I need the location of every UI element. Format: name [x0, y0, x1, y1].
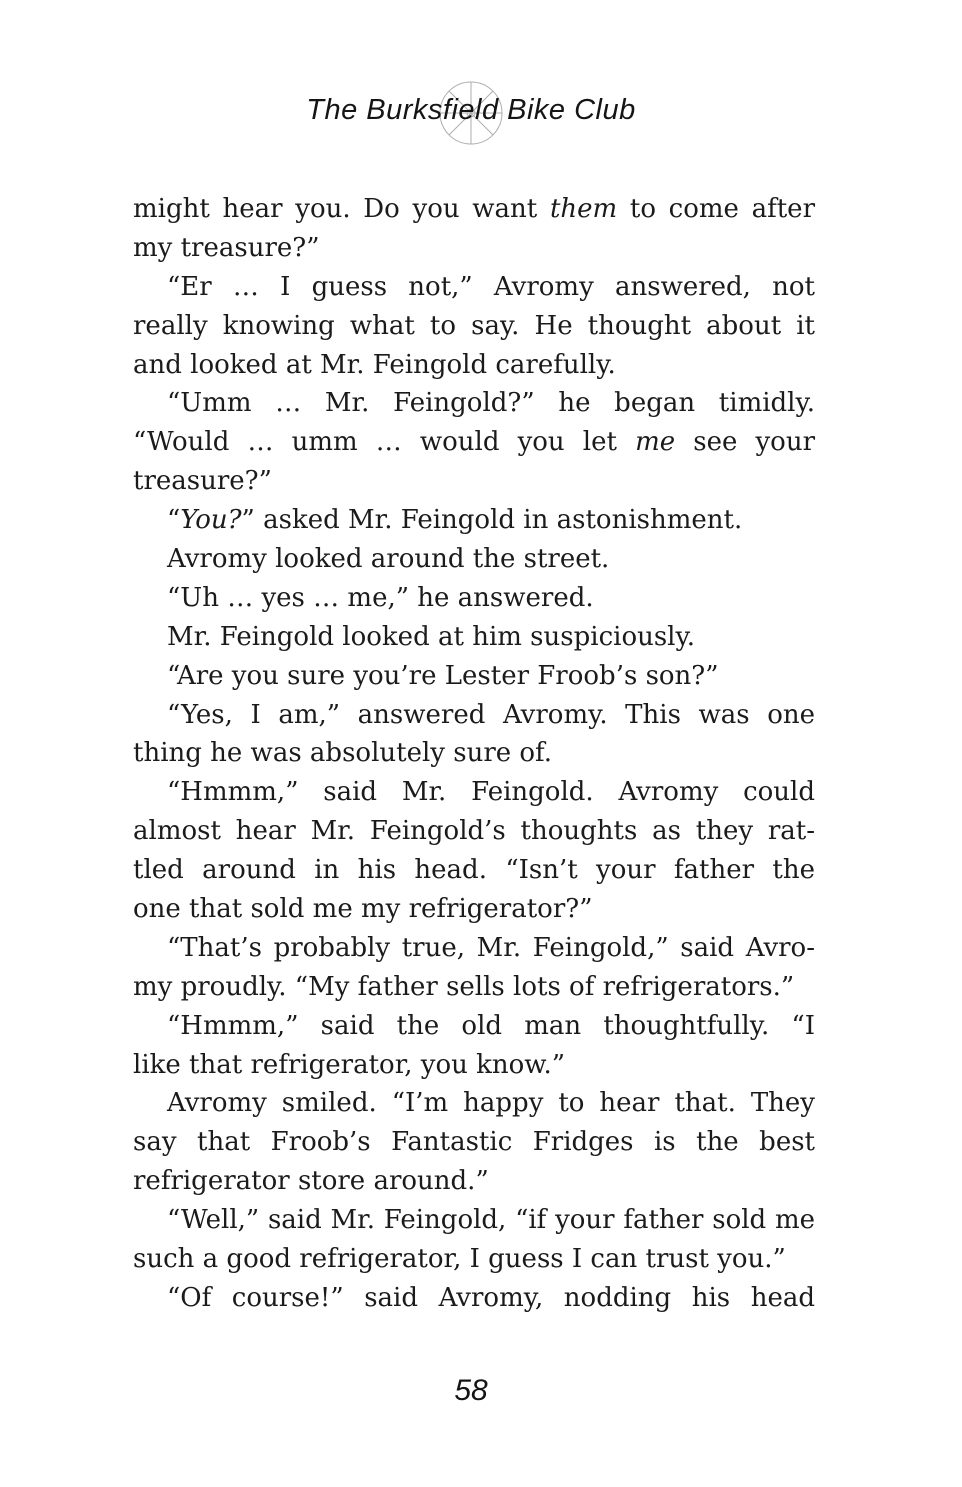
- text-line: refrigerator store around.”: [133, 1166, 489, 1197]
- text-line: “Would … umm … would you let me see your: [133, 427, 815, 458]
- text-line: “Well,” said Mr. Feingold, “if your father sold me: [167, 1205, 815, 1236]
- text-line: thing he was absolutely sure of.: [133, 738, 553, 769]
- text-line: “Yes, I am,” answered Avromy. This was one: [167, 699, 815, 730]
- text-line: my treasure?”: [133, 232, 320, 263]
- text-line: “That’s probably true, Mr. Feingold,” said Avro-: [167, 932, 815, 963]
- text-line: “Hmmm,” said the old man thoughtfully. “I: [167, 1010, 815, 1041]
- page-number: 58: [454, 1374, 488, 1407]
- body-text: [133, 190, 815, 1318]
- text-line: Avromy looked around the street.: [167, 544, 610, 575]
- text-line: tled around in his head. “Isn’t your father the: [133, 855, 815, 886]
- text-line: and looked at Mr. Feingold carefully.: [133, 349, 616, 380]
- running-header-title: The Burksfield Bike Club: [306, 94, 636, 126]
- text-line: “Er … I guess not,” Avromy answered, not: [167, 271, 815, 302]
- text-line: “Are you sure you’re Lester Froob’s son?”: [167, 660, 719, 691]
- text-line: “Of course!” said Avromy, nodding his head: [167, 1282, 815, 1313]
- text-line: say that Froob’s Fantastic Fridges is the best: [133, 1127, 815, 1158]
- text-line: “Uh … yes … me,” he answered.: [167, 582, 594, 613]
- text-line: Mr. Feingold looked at him suspiciously.: [167, 621, 695, 652]
- text-line: one that sold me my refrigerator?”: [133, 894, 593, 925]
- text-line: such a good refrigerator, I guess I can trust you.”: [133, 1244, 786, 1275]
- text-line: like that refrigerator, you know.”: [133, 1049, 566, 1080]
- text-line: my proudly. “My father sells lots of refrigerators.”: [133, 971, 795, 1002]
- text-line: “Hmmm,” said Mr. Feingold. Avromy could: [167, 777, 815, 808]
- text-line: treasure?”: [133, 466, 272, 497]
- text-line: Avromy smiled. “I’m happy to hear that. They: [167, 1088, 815, 1119]
- text-line: “Umm … Mr. Feingold?” he began timidly.: [167, 388, 815, 419]
- text-line: might hear you. Do you want them to come after: [133, 194, 816, 224]
- text-line: almost hear Mr. Feingold’s thoughts as they rat-: [133, 816, 815, 847]
- text-line: “You?” asked Mr. Feingold in astonishment.: [167, 505, 743, 536]
- text-line: really knowing what to say. He thought about it: [133, 310, 815, 341]
